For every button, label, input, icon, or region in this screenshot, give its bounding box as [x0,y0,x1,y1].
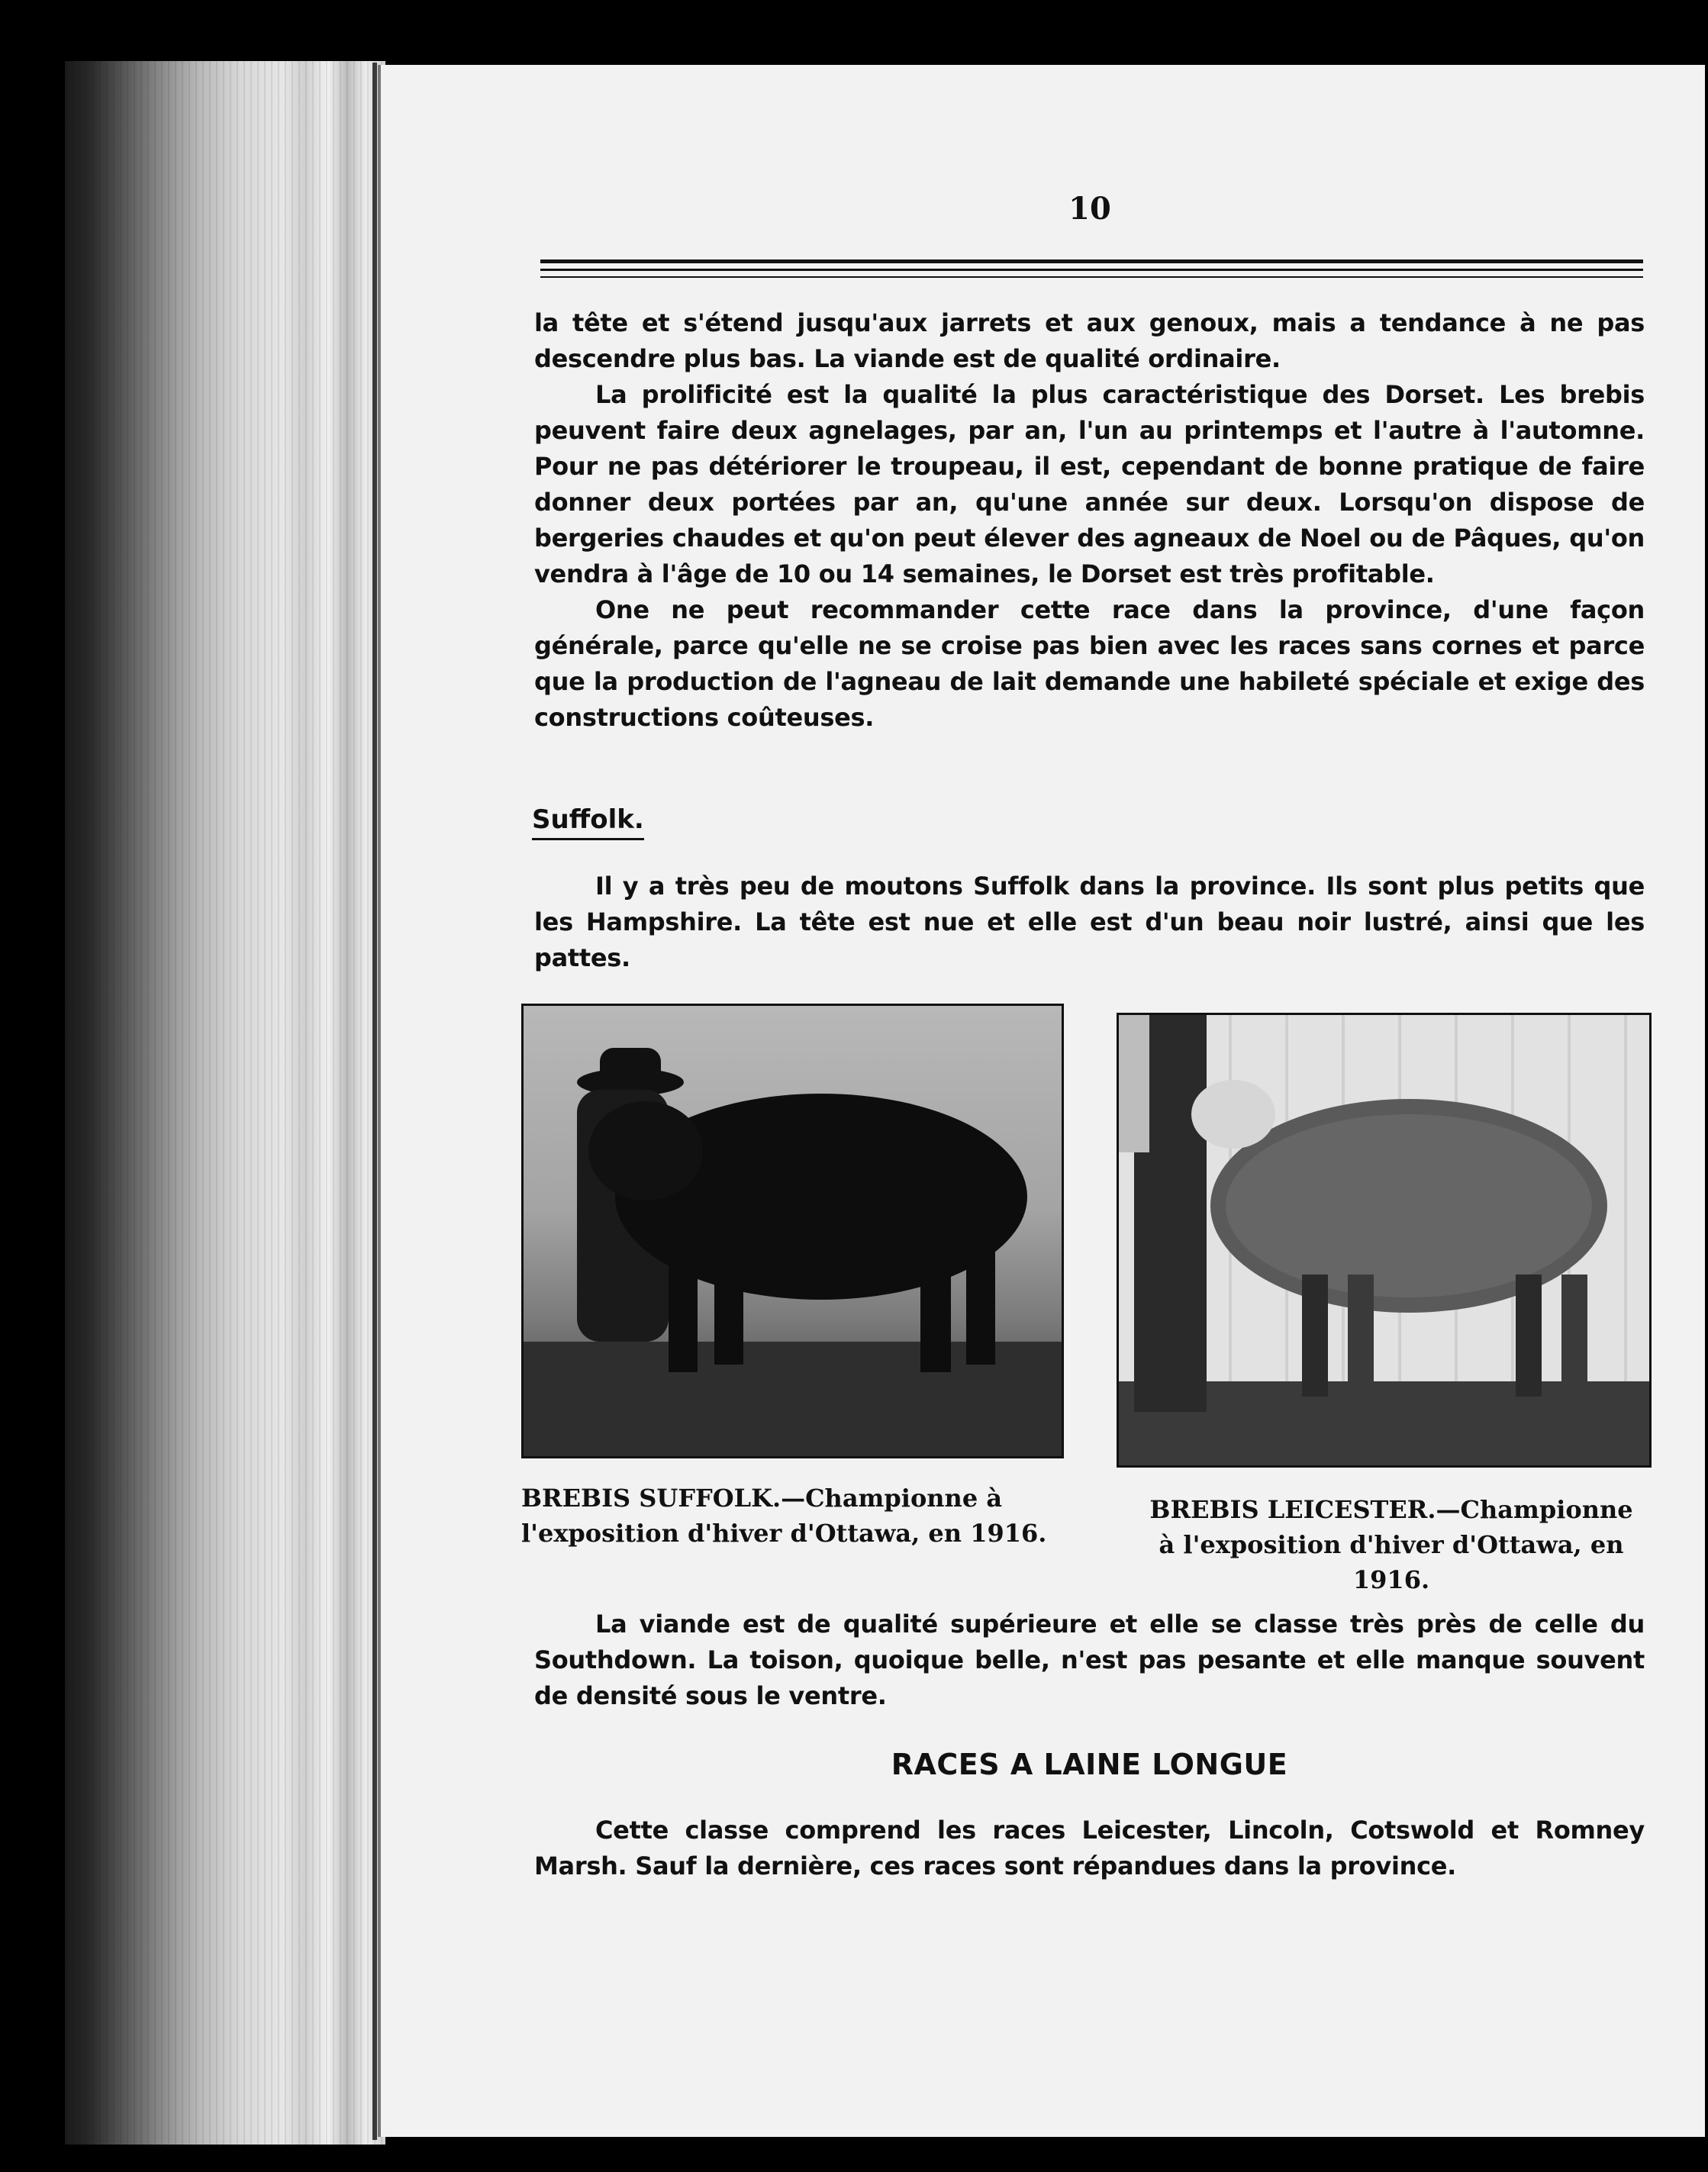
photo-leicester-ewe [1117,1013,1652,1468]
paragraph: La viande est de qualité supérieure et elle se classe très près de celle du Southdown. La toison, quoique belle, n'est pas pesante et elle manque souvent de densité sous le ventre. [534,1610,1645,1710]
photo-suffolk-ewe [521,1004,1064,1458]
body-text-suffolk [534,868,1645,976]
page-stack-edges [65,61,385,2145]
header-rule [540,269,1643,271]
body-text-after-photos [534,1606,1645,1714]
header-rule [540,259,1643,263]
photo-caption-leicester: BREBIS LEICESTER.—Championne à l'exposition d'hiver d'Ottawa, en 1916. [1149,1495,1633,1594]
body-text-top [534,305,1645,736]
paragraph: One ne peut recommander cette race dans la province, d'une façon générale, parce qu'elle ne se croise pas bien avec les races sans cornes et parce que la production de l'agneau de lait demande une habileté spéciale et exige des constructions coûteuses. [534,595,1645,732]
header-rule [540,276,1643,278]
body-text-races-laine-longue [534,1813,1645,1884]
paragraph: La prolificité est la qualité la plus caractéristique des Dorset. Les brebis peuvent faire deux agnelages, par an, l'un au printemps et l'autre à l'automne. Pour ne pas détériorer le troupeau, il est, cependant de bonne pratique de faire donner deux portées par an, qu'une année sur deux. Lorsqu'on dispose de bergeries chaudes et qu'on peut élever des agneaux de Noel ou de Pâques, qu'on vendra à l'âge de 10 ou 14 semaines, le Dorset est très profitable. [534,380,1645,588]
photo-caption-suffolk: BREBIS SUFFOLK.—Championne à l'exposition d'hiver d'Ottawa, en 1916. [521,1484,1047,1548]
section-heading-suffolk: Suffolk. [532,804,644,840]
paragraph: Cette classe comprend les races Leicester, Lincoln, Cotswold et Romney Marsh. Sauf la dernière, ces races sont répandues dans la province. [534,1816,1645,1880]
paragraph: la tête et s'étend jusqu'aux jarrets et aux genoux, mais a tendance à ne pas descendre plus bas. La viande est de qualité ordinaire. [534,308,1645,373]
book-spine [372,63,377,2140]
paragraph: Il y a très peu de moutons Suffolk dans la province. Ils sont plus petits que les Hampshire. La tête est nue et elle est d'un beau noir lustré, ainsi que les pattes. [534,872,1645,972]
section-title-races-laine-longue: RACES A LAINE LONGUE [891,1748,1288,1781]
page-number: 10 [1068,191,1111,227]
